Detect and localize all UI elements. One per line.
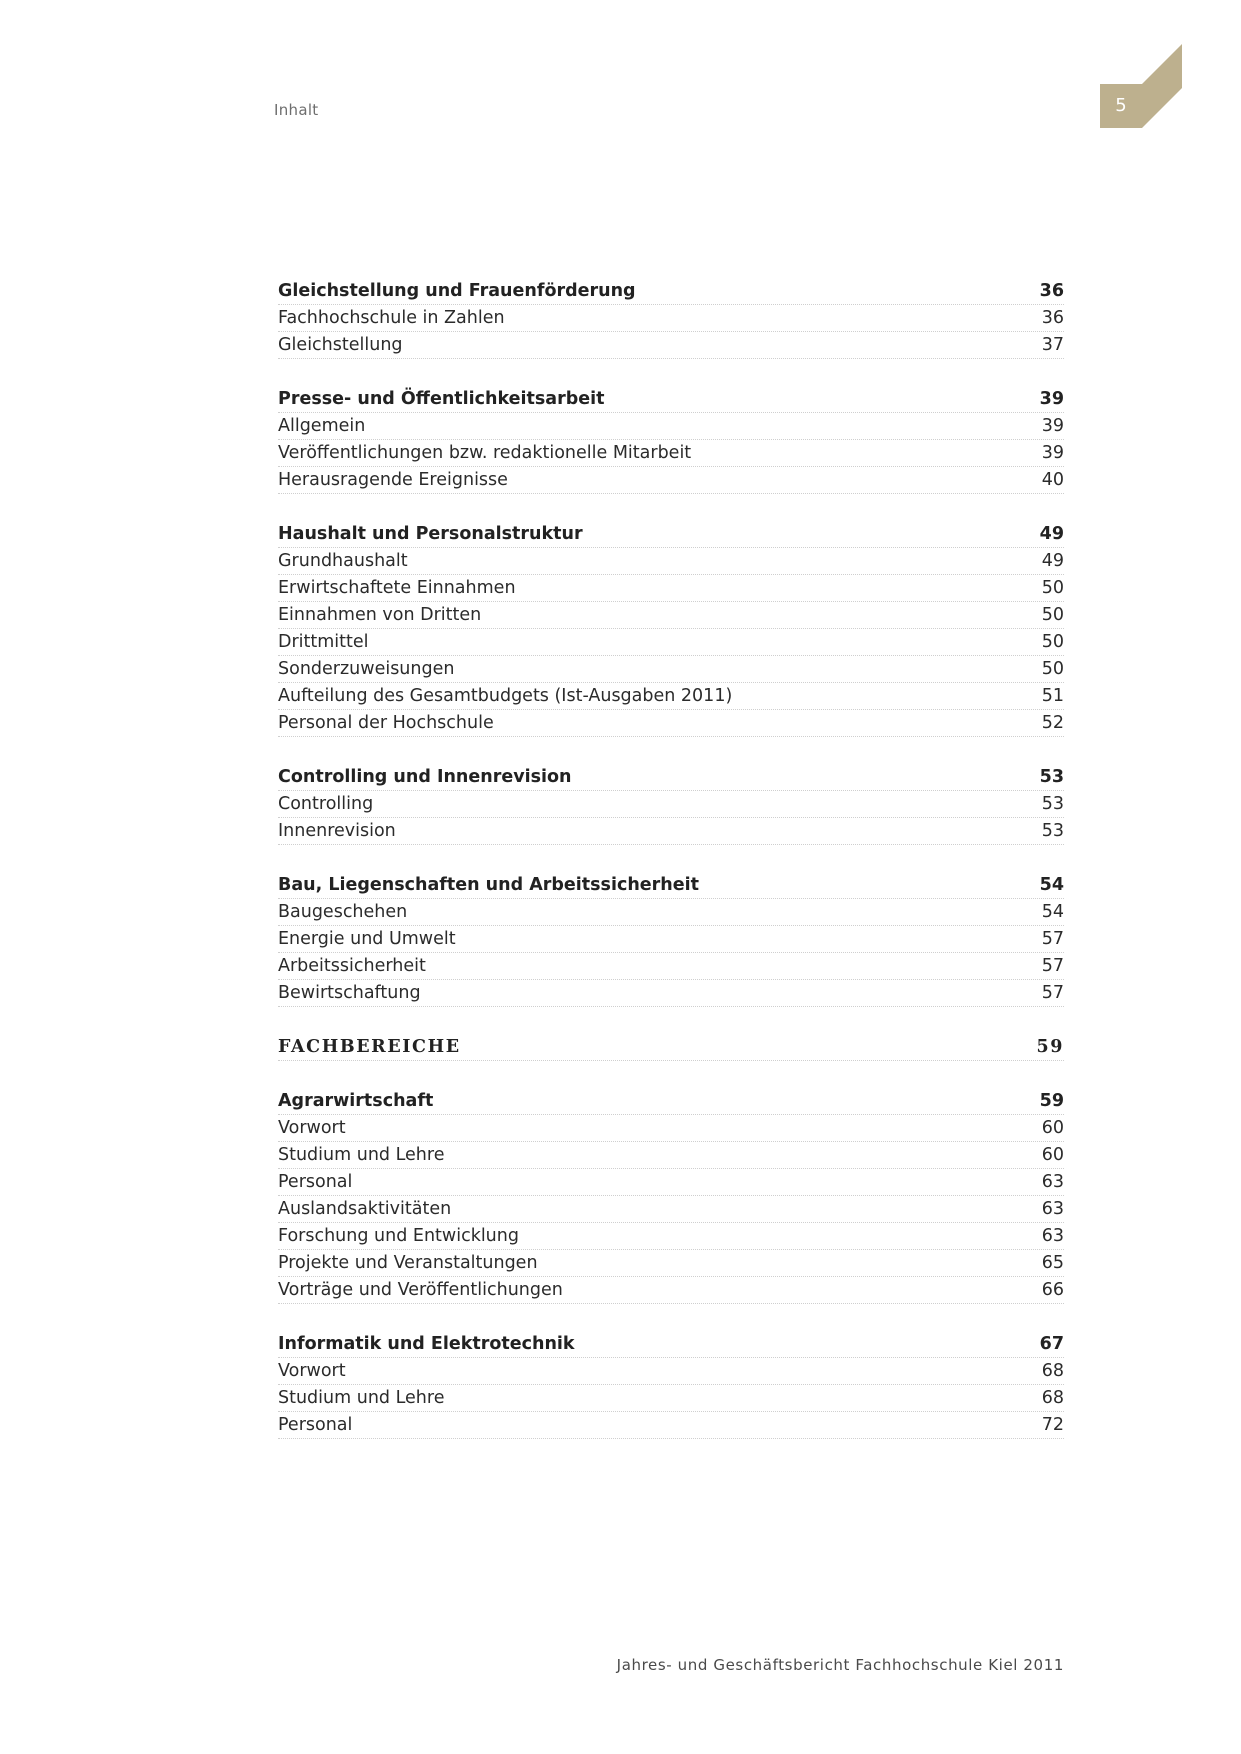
toc-entry[interactable] bbox=[278, 1277, 1064, 1304]
toc-entry-page: 57 bbox=[1041, 983, 1064, 1003]
toc-entry-page: 50 bbox=[1041, 578, 1064, 598]
toc-entry-label: Fachhochschule in Zahlen bbox=[278, 308, 505, 328]
toc-section-heading[interactable] bbox=[278, 764, 1064, 791]
toc-section-heading[interactable] bbox=[278, 521, 1064, 548]
toc-entry-label: Projekte und Veranstaltungen bbox=[278, 1253, 538, 1273]
toc-section-title: Agrarwirtschaft bbox=[278, 1091, 434, 1111]
toc-entry[interactable] bbox=[278, 710, 1064, 737]
toc-entry[interactable] bbox=[278, 332, 1064, 359]
toc-entry[interactable] bbox=[278, 1412, 1064, 1439]
toc-section-page: 36 bbox=[1039, 281, 1064, 301]
toc-entry-page: 50 bbox=[1041, 659, 1064, 679]
toc-entry-label: Forschung und Entwicklung bbox=[278, 1226, 519, 1246]
toc-entry-label: Vorwort bbox=[278, 1361, 346, 1381]
toc-entry-label: Aufteilung des Gesamtbudgets (Ist-Ausgaben 2011) bbox=[278, 686, 733, 706]
toc-entry[interactable] bbox=[278, 791, 1064, 818]
toc-entry-page: 65 bbox=[1041, 1253, 1064, 1273]
toc-section-page: 67 bbox=[1039, 1334, 1064, 1354]
toc-entry-label: Bewirtschaftung bbox=[278, 983, 421, 1003]
toc-entry-page: 37 bbox=[1041, 335, 1064, 355]
toc-entry-page: 57 bbox=[1041, 956, 1064, 976]
toc-entry-page: 40 bbox=[1041, 470, 1064, 490]
toc-entry[interactable] bbox=[278, 926, 1064, 953]
toc-entry-label: Sonderzuweisungen bbox=[278, 659, 455, 679]
toc-entry-page: 68 bbox=[1041, 1361, 1064, 1381]
toc-entry-page: 63 bbox=[1041, 1172, 1064, 1192]
toc-entry[interactable] bbox=[278, 1196, 1064, 1223]
toc-entry-page: 60 bbox=[1041, 1118, 1064, 1138]
toc-spacer bbox=[278, 494, 1064, 521]
toc-entry-label: Innenrevision bbox=[278, 821, 396, 841]
toc-section-heading[interactable] bbox=[278, 872, 1064, 899]
toc-section-page: 39 bbox=[1039, 389, 1064, 409]
toc-entry-page: 39 bbox=[1041, 416, 1064, 436]
toc-entry-page: 49 bbox=[1041, 551, 1064, 571]
toc-entry[interactable] bbox=[278, 305, 1064, 332]
toc-entry[interactable] bbox=[278, 980, 1064, 1007]
toc-entry-page: 60 bbox=[1041, 1145, 1064, 1165]
toc-entry-label: Herausragende Ereignisse bbox=[278, 470, 508, 490]
toc-entry-page: 53 bbox=[1041, 821, 1064, 841]
toc-section-page: 59 bbox=[1036, 1037, 1064, 1057]
toc-entry[interactable] bbox=[278, 1169, 1064, 1196]
toc-entry-label: Personal der Hochschule bbox=[278, 713, 494, 733]
toc-entry[interactable] bbox=[278, 1142, 1064, 1169]
toc-entry-page: 66 bbox=[1041, 1280, 1064, 1300]
toc-entry-label: Auslandsaktivitäten bbox=[278, 1199, 452, 1219]
toc-section-title: Bau, Liegenschaften und Arbeitssicherheit bbox=[278, 875, 699, 895]
toc-section-title: FACHBEREICHE bbox=[278, 1037, 461, 1057]
toc-entry[interactable] bbox=[278, 1115, 1064, 1142]
toc-entry-label: Veröffentlichungen bzw. redaktionelle Mitarbeit bbox=[278, 443, 692, 463]
toc-entry[interactable] bbox=[278, 1223, 1064, 1250]
running-header: Inhalt bbox=[274, 101, 319, 119]
toc-section-heading[interactable] bbox=[278, 386, 1064, 413]
toc-entry-label: Studium und Lehre bbox=[278, 1388, 445, 1408]
toc-section-page: 59 bbox=[1039, 1091, 1064, 1111]
toc-entry[interactable] bbox=[278, 1385, 1064, 1412]
page-number: 5 bbox=[1115, 95, 1127, 116]
toc-entry[interactable] bbox=[278, 413, 1064, 440]
toc-section-heading[interactable] bbox=[278, 1331, 1064, 1358]
toc-spacer bbox=[278, 845, 1064, 872]
toc-entry-page: 39 bbox=[1041, 443, 1064, 463]
toc-entry-label: Einnahmen von Dritten bbox=[278, 605, 482, 625]
toc-entry-label: Gleichstellung bbox=[278, 335, 403, 355]
toc-entry-page: 68 bbox=[1041, 1388, 1064, 1408]
toc-section-title: Gleichstellung und Frauenförderung bbox=[278, 281, 636, 301]
toc-entry[interactable] bbox=[278, 548, 1064, 575]
toc-entry-label: Erwirtschaftete Einnahmen bbox=[278, 578, 516, 598]
toc-entry[interactable] bbox=[278, 818, 1064, 845]
toc-spacer bbox=[278, 737, 1064, 764]
toc-entry-page: 53 bbox=[1041, 794, 1064, 814]
toc-entry[interactable] bbox=[278, 953, 1064, 980]
toc-section-page: 54 bbox=[1039, 875, 1064, 895]
toc-entry-page: 54 bbox=[1041, 902, 1064, 922]
toc-entry[interactable] bbox=[278, 467, 1064, 494]
toc-entry-label: Allgemein bbox=[278, 416, 366, 436]
toc-spacer bbox=[278, 359, 1064, 386]
toc-entry-page: 50 bbox=[1041, 605, 1064, 625]
toc-entry-label: Baugeschehen bbox=[278, 902, 408, 922]
toc-entry[interactable] bbox=[278, 656, 1064, 683]
toc-entry-page: 36 bbox=[1041, 308, 1064, 328]
toc-entry-page: 50 bbox=[1041, 632, 1064, 652]
toc-entry[interactable] bbox=[278, 575, 1064, 602]
toc-entry-label: Controlling bbox=[278, 794, 374, 814]
toc-entry-page: 63 bbox=[1041, 1226, 1064, 1246]
toc-spacer bbox=[278, 1304, 1064, 1331]
toc-entry-label: Personal bbox=[278, 1172, 353, 1192]
footer-title: Jahres- und Geschäftsbericht Fachhochschule Kiel 2011 bbox=[616, 1656, 1064, 1674]
toc-entry[interactable] bbox=[278, 440, 1064, 467]
toc-entry-label: Vorträge und Veröffentlichungen bbox=[278, 1280, 563, 1300]
toc-entry-page: 52 bbox=[1041, 713, 1064, 733]
toc-entry-label: Energie und Umwelt bbox=[278, 929, 456, 949]
toc-section-title: Presse- und Öffentlichkeitsarbeit bbox=[278, 389, 605, 409]
toc-section-title: Controlling und Innenrevision bbox=[278, 767, 572, 787]
toc-entry-label: Personal bbox=[278, 1415, 353, 1435]
table-of-contents bbox=[278, 278, 1064, 1439]
toc-entry-label: Drittmittel bbox=[278, 632, 369, 652]
toc-entry-page: 63 bbox=[1041, 1199, 1064, 1219]
toc-entry-page: 57 bbox=[1041, 929, 1064, 949]
toc-entry[interactable] bbox=[278, 629, 1064, 656]
toc-entry[interactable] bbox=[278, 683, 1064, 710]
toc-section-page: 53 bbox=[1039, 767, 1064, 787]
toc-section-heading[interactable] bbox=[278, 1088, 1064, 1115]
toc-spacer bbox=[278, 1061, 1064, 1088]
toc-entry-label: Studium und Lehre bbox=[278, 1145, 445, 1165]
toc-entry-page: 51 bbox=[1041, 686, 1064, 706]
toc-entry-page: 72 bbox=[1041, 1415, 1064, 1435]
toc-entry-label: Grundhaushalt bbox=[278, 551, 408, 571]
toc-entry-label: Vorwort bbox=[278, 1118, 346, 1138]
toc-section-page: 49 bbox=[1039, 524, 1064, 544]
toc-section-title: Informatik und Elektrotechnik bbox=[278, 1334, 575, 1354]
toc-entry-label: Arbeitssicherheit bbox=[278, 956, 426, 976]
toc-spacer bbox=[278, 1007, 1064, 1034]
toc-entry[interactable] bbox=[278, 1358, 1064, 1385]
toc-section-heading[interactable] bbox=[278, 278, 1064, 305]
toc-entry[interactable] bbox=[278, 1250, 1064, 1277]
toc-entry[interactable] bbox=[278, 602, 1064, 629]
toc-entry[interactable] bbox=[278, 899, 1064, 926]
toc-section-heading[interactable] bbox=[278, 1034, 1064, 1061]
toc-section-title: Haushalt und Personalstruktur bbox=[278, 524, 583, 544]
